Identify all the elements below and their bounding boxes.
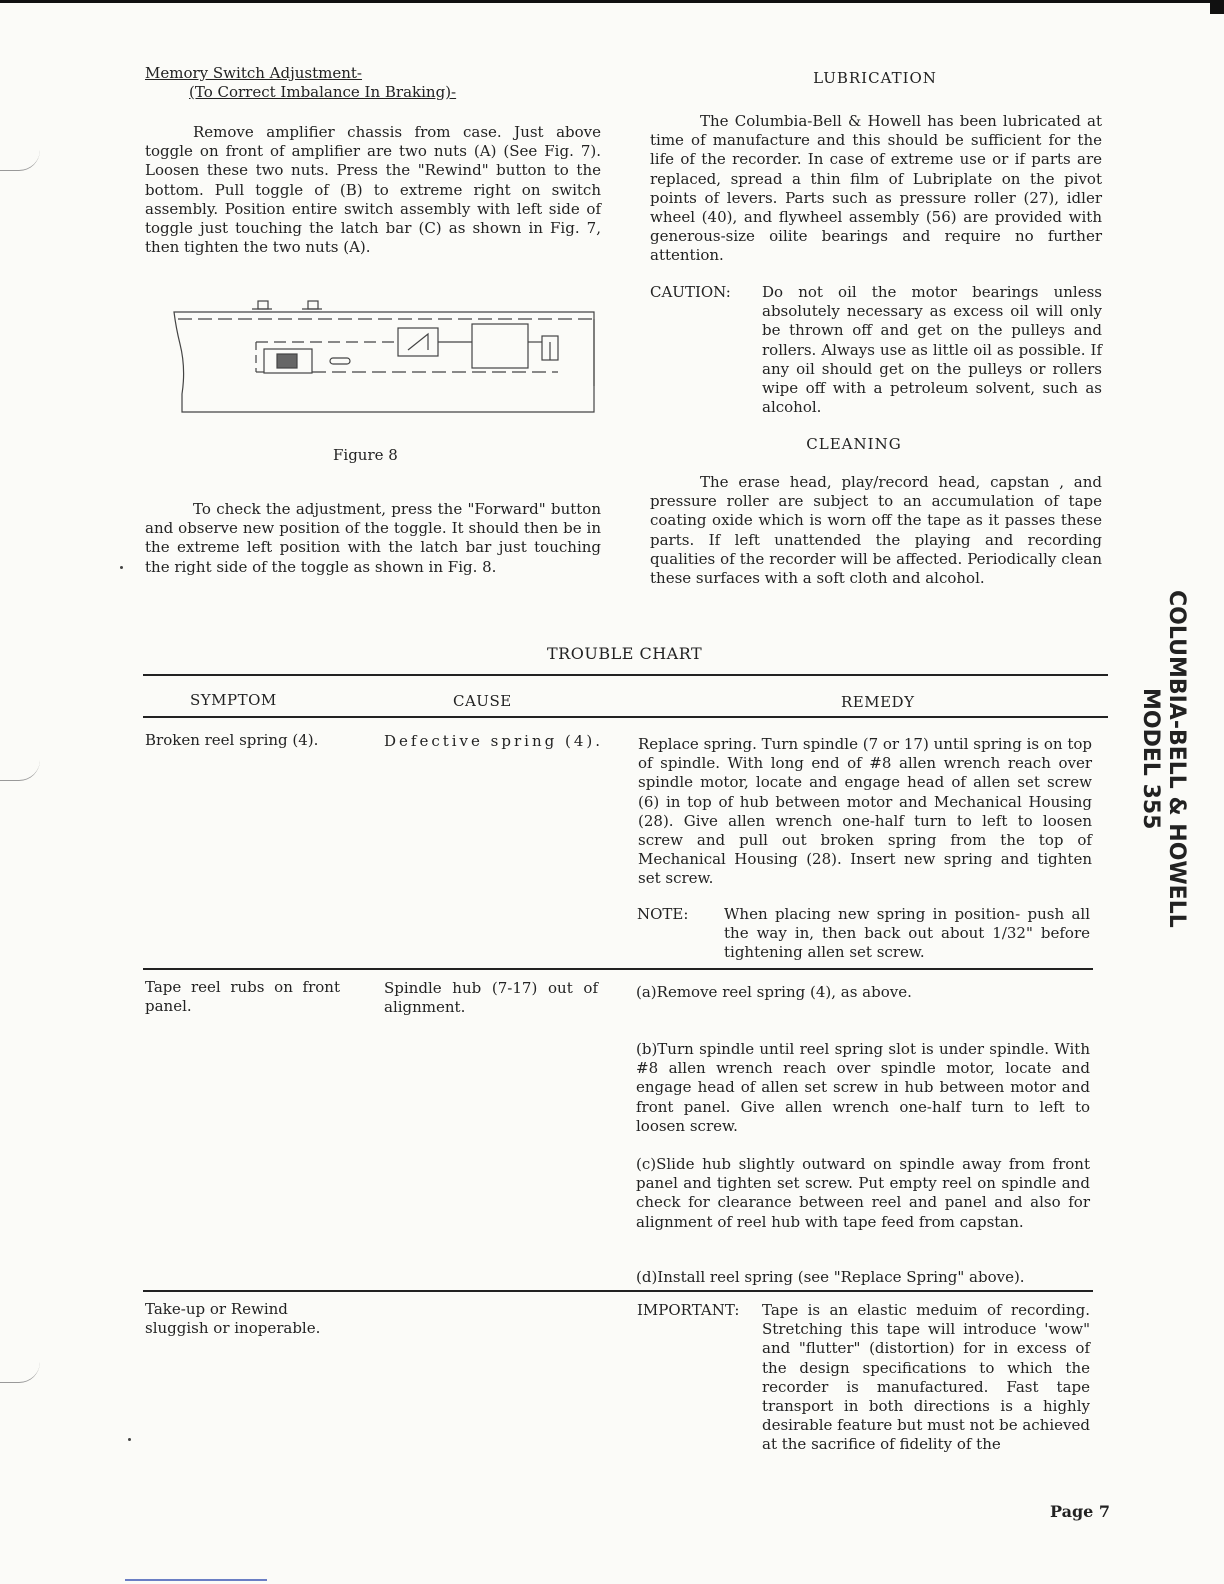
memory-switch-title-line2: (To Correct Imbalance In Braking)- <box>189 83 457 101</box>
caution-text: Do not oil the motor bearings unless absolutely necessary as excess oil will only be thrown off and get on the pulleys and rollers. Always use as little oil as possible. If any oil should get on the pulleys or rollers wipe off with a petroleum solvent, such as alcohol. <box>762 283 1102 417</box>
row2-rule <box>143 1290 1093 1292</box>
row2-remedy-c: (c)Slide hub slightly outward on spindle away from front panel and tighten set screw. Put empty reel on spindle and check for clearance between reel and panel and also for alignment of reel hub with tape feed from capstan. <box>636 1155 1090 1231</box>
row3-important-label: IMPORTANT: <box>637 1301 740 1319</box>
trouble-chart-title: TROUBLE CHART <box>547 644 703 663</box>
row2-remedy-a: (a)Remove reel spring (4), as above. <box>636 983 912 1001</box>
check-adjustment-paragraph: To check the adjustment, press the "Forward" button and observe new position of the toggle. It should then be in the extreme left position with the latch bar just touching the right side of the toggle as shown in Fig. 8. <box>145 500 601 576</box>
corner-mark <box>1210 0 1224 14</box>
row1-symptom: Broken reel spring (4). <box>145 731 319 749</box>
row1-note-label: NOTE: <box>637 905 689 923</box>
bottom-edge-line <box>125 1579 267 1581</box>
side-title <box>1138 590 1189 930</box>
header-remedy: REMEDY <box>841 693 915 711</box>
side-title-line1: COLUMBIA-BELL & HOWELL <box>1164 590 1189 928</box>
memory-switch-paragraph: Remove amplifier chassis from case. Just above toggle on front of amplifier are two nuts (A) (See Fig. 7). Loosen these two nuts. Press the "Rewind" button to the bottom. Pull toggle of (B) to extreme right on switch assembly. Position entire switch assembly with left side of toggle just touching the latch bar (C) as shown in Fig. 7, then tighten the two nuts (A). <box>145 123 601 257</box>
memory-switch-title-line1: Memory Switch Adjustment- <box>145 64 363 82</box>
top-border <box>0 0 1224 3</box>
chart-top-rule <box>143 674 1108 676</box>
header-symptom: SYMPTOM <box>190 691 277 709</box>
margin-mark <box>0 150 40 171</box>
header-rule <box>143 716 1108 718</box>
cleaning-heading: CLEANING <box>806 435 902 453</box>
margin-mark <box>0 760 40 781</box>
lubrication-heading: LUBRICATION <box>813 69 937 87</box>
stray-dot <box>120 566 123 569</box>
header-cause: CAUSE <box>453 692 512 710</box>
memory-switch-title <box>145 64 456 102</box>
caution-label: CAUTION: <box>650 283 731 301</box>
row3-symptom: Take-up or Rewind sluggish or inoperable. <box>145 1300 321 1338</box>
row1-remedy: Replace spring. Turn spindle (7 or 17) until spring is on top of spindle. With long end of #8 allen wrench reach over spindle motor, locate and engage head of allen set screw (6) in top of hub between motor and Mechanical Housing (28). Give allen wrench one-half turn to left to loosen screw and pull out broken spring from the top of Mechanical Housing (28). Insert new spring and tighten set screw. <box>638 735 1092 888</box>
cleaning-paragraph: The erase head, play/record head, capstan , and pressure roller are subject to an accumulation of tape coating oxide which is worn off the tape as it passes these parts. If left unattended the playing and recording qualities of the recorder will be affected. Periodically clean these surfaces with a soft cloth and alcohol. <box>650 473 1102 588</box>
row3-important-text: Tape is an elastic meduim of recording. Stretching this tape will introduce 'wow" and "flutter" (distortion) for in excess of the design specifications to which the recorder is manufactured. Fast tape transport in both directions is a highly desirable feature but must not be achieved at the sacrifice of fidelity of the <box>762 1301 1090 1454</box>
row2-remedy-b: (b)Turn spindle until reel spring slot is under spindle. With #8 allen wrench reach over spindle motor, locate and engage head of allen set screw in hub between motor and front panel. Give allen wrench one-half turn to left to loosen screw. <box>636 1040 1090 1135</box>
page-number: Page 7 <box>1050 1502 1111 1521</box>
lubrication-paragraph: The Columbia-Bell & Howell has been lubricated at time of manufacture and this should be sufficient for the life of the recorder. In case of extreme use or if parts are replaced, spread a thin film of Lubriplate on the pivot points of levers. Parts such as pressure roller (27), idler wheel (40), and flywheel assembly (56) are provided with generous-size oilite bearings and require no further attention. <box>650 112 1102 265</box>
row2-remedy-d: (d)Install reel spring (see "Replace Spring" above). <box>636 1268 1025 1286</box>
row1-note-text: When placing new spring in position- push all the way in, then back out about 1/32" before tightening allen set screw. <box>724 905 1090 962</box>
figure-8-diagram <box>172 298 596 418</box>
row2-cause: Spindle hub (7-17) out of alignment. <box>384 979 598 1017</box>
side-title-line2: MODEL 355 <box>1138 688 1163 830</box>
row1-rule <box>143 968 1093 970</box>
stray-dot <box>128 1438 131 1441</box>
row2-symptom: Tape reel rubs on front panel. <box>145 978 340 1016</box>
figure-caption: Figure 8 <box>333 446 398 464</box>
row1-cause: Defective spring (4). <box>384 732 603 750</box>
margin-mark <box>0 1362 40 1383</box>
